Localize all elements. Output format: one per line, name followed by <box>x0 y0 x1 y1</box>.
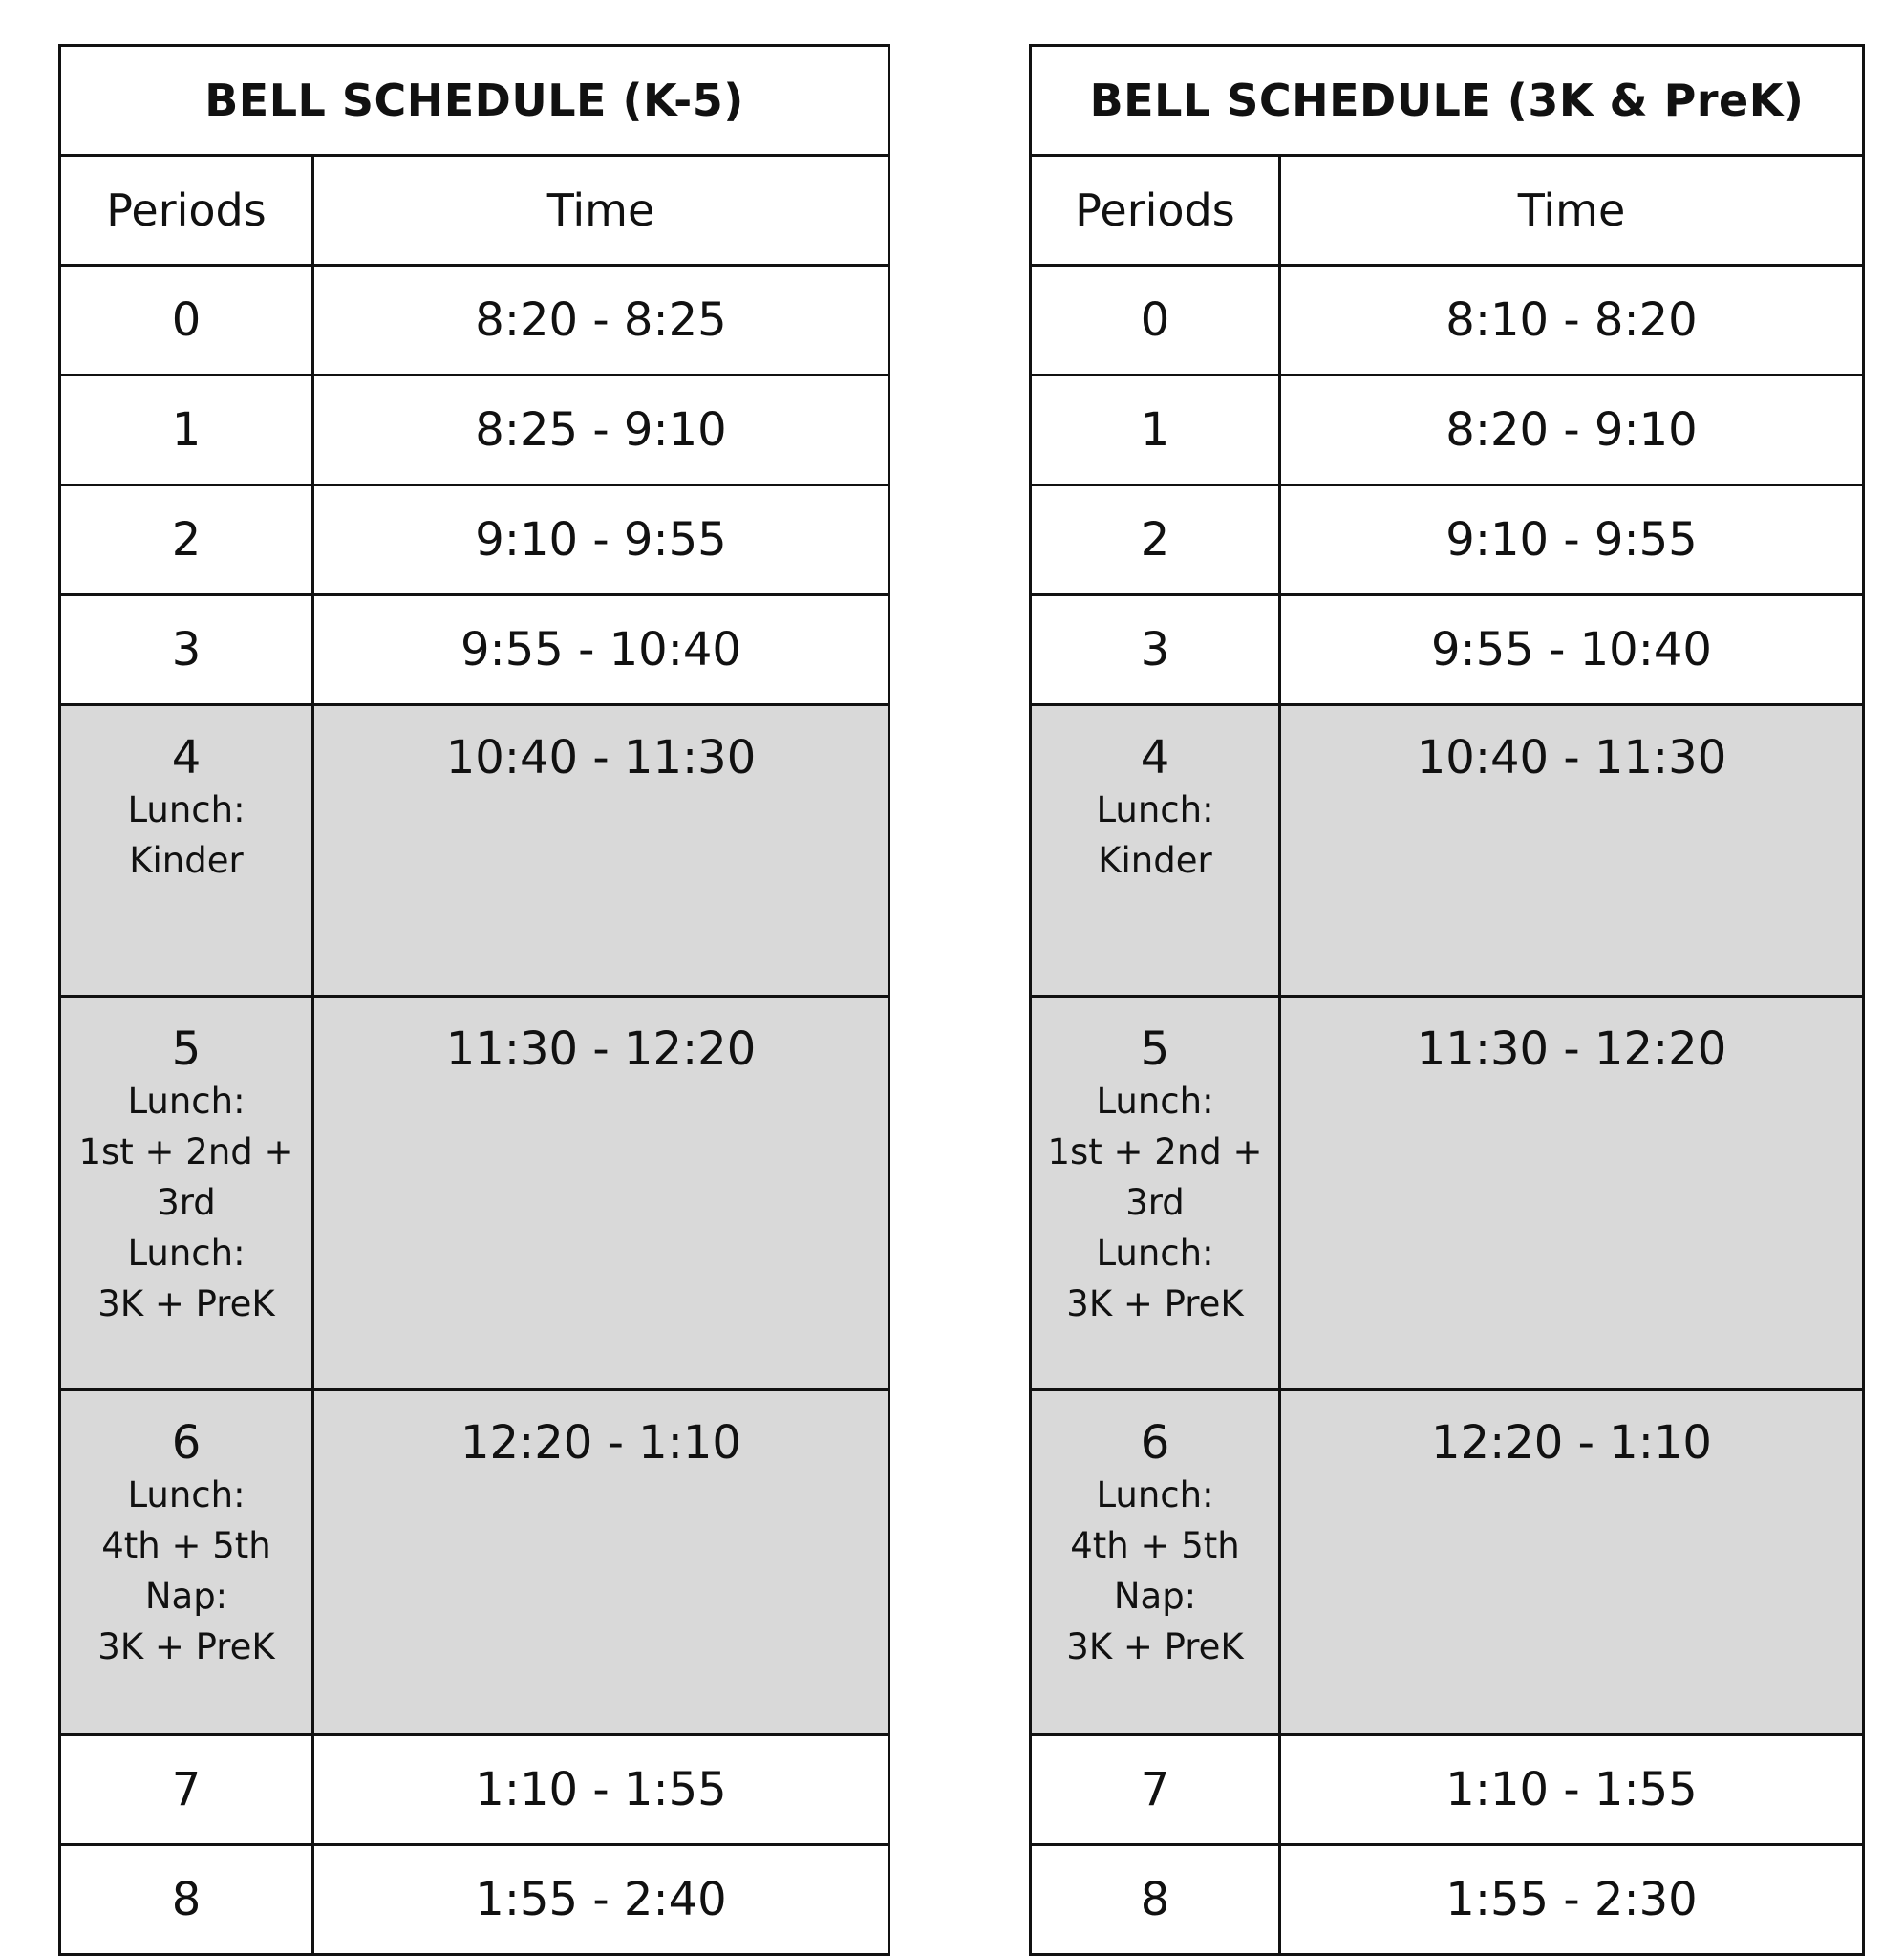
period-cell: 8 <box>1031 1845 1280 1955</box>
period-note: 3rd <box>1125 1182 1185 1223</box>
time-cell <box>1280 266 1864 376</box>
period-number: 6 <box>1140 1416 1170 1470</box>
schedule-body <box>60 266 889 1955</box>
schedule-row-period-4 <box>60 705 889 997</box>
time-cell <box>313 1735 889 1845</box>
period-note: 3rd <box>157 1182 216 1223</box>
time-cell <box>1280 376 1864 485</box>
schedule-row-period-7 <box>60 1735 889 1845</box>
period-cell: 7 <box>1031 1735 1280 1845</box>
schedule-row-period-3 <box>60 595 889 705</box>
time-range: 8:25 - 9:10 <box>475 403 727 457</box>
schedule-row-period-0 <box>60 266 889 376</box>
period-note: Lunch: <box>1096 1233 1214 1274</box>
period-note: Lunch: <box>127 789 246 830</box>
time-range: 9:55 - 10:40 <box>1431 623 1712 677</box>
period-note: Kinder <box>1098 840 1212 881</box>
period-note: Lunch: <box>127 1474 246 1515</box>
bell-schedule-3k-prek-table <box>1029 44 1865 1956</box>
period-note: 4th + 5th <box>1070 1525 1240 1566</box>
time-range: 11:30 - 12:20 <box>445 1022 757 1076</box>
schedule-row-period-5 <box>60 997 889 1390</box>
time-range: 8:20 - 8:25 <box>475 293 727 347</box>
period-number: 5 <box>171 1022 202 1076</box>
time-cell <box>313 997 889 1390</box>
schedule-row-period-3 <box>1031 595 1864 705</box>
time-range: 11:30 - 12:20 <box>1416 1022 1727 1076</box>
time-range: 12:20 - 1:10 <box>460 1416 741 1470</box>
period-note: Lunch: <box>1096 789 1214 830</box>
time-cell <box>313 266 889 376</box>
title-row <box>60 46 889 156</box>
periods-header: Periods <box>1031 156 1280 266</box>
period-note: 3K + PreK <box>1066 1283 1244 1324</box>
schedule-row-period-2 <box>1031 485 1864 595</box>
time-range: 1:55 - 2:30 <box>1445 1873 1698 1926</box>
time-cell <box>313 376 889 485</box>
schedule-row-period-4 <box>1031 705 1864 997</box>
period-cell: 0 <box>60 266 313 376</box>
title-row <box>1031 46 1864 156</box>
period-note: 3K + PreK <box>97 1626 275 1667</box>
period-cell <box>1031 705 1280 997</box>
table-title: BELL SCHEDULE (3K & PreK) <box>1031 46 1864 156</box>
time-cell <box>313 485 889 595</box>
period-cell: 7 <box>60 1735 313 1845</box>
schedule-body <box>1031 266 1864 1955</box>
period-cell: 0 <box>1031 266 1280 376</box>
bell-schedule-k5-table <box>58 44 890 1956</box>
schedule-row-period-7 <box>1031 1735 1864 1845</box>
schedule-row-period-5 <box>1031 997 1864 1390</box>
period-cell <box>60 997 313 1390</box>
time-range: 12:20 - 1:10 <box>1431 1416 1712 1470</box>
period-cell <box>1031 997 1280 1390</box>
period-cell: 8 <box>60 1845 313 1955</box>
period-cell: 2 <box>1031 485 1280 595</box>
schedule-row-period-6 <box>60 1390 889 1735</box>
time-header: Time <box>1280 156 1864 266</box>
time-cell <box>313 1845 889 1955</box>
time-range: 10:40 - 11:30 <box>1416 731 1727 785</box>
time-cell <box>1280 997 1864 1390</box>
period-note: 3K + PreK <box>1066 1626 1244 1667</box>
period-note: Nap: <box>144 1576 228 1617</box>
period-note: 3K + PreK <box>97 1283 275 1324</box>
period-number: 4 <box>171 731 202 785</box>
period-cell <box>1031 1390 1280 1735</box>
period-cell: 3 <box>1031 595 1280 705</box>
period-number: 6 <box>171 1416 202 1470</box>
schedule-row-period-8 <box>60 1845 889 1955</box>
schedule-row-period-0 <box>1031 266 1864 376</box>
period-cell: 3 <box>60 595 313 705</box>
period-note: Lunch: <box>127 1233 246 1274</box>
schedule-row-period-6 <box>1031 1390 1864 1735</box>
header-row <box>60 156 889 266</box>
period-cell: 2 <box>60 485 313 595</box>
period-cell: 1 <box>1031 376 1280 485</box>
time-cell <box>1280 705 1864 997</box>
schedule-row-period-8 <box>1031 1845 1864 1955</box>
time-range: 9:10 - 9:55 <box>475 513 727 567</box>
time-cell <box>1280 485 1864 595</box>
periods-header: Periods <box>60 156 313 266</box>
table-title: BELL SCHEDULE (K-5) <box>60 46 889 156</box>
period-number: 5 <box>1140 1022 1170 1076</box>
time-range: 1:55 - 2:40 <box>475 1873 727 1926</box>
time-cell <box>1280 1845 1864 1955</box>
period-note: 4th + 5th <box>101 1525 271 1566</box>
schedule-row-period-1 <box>60 376 889 485</box>
time-range: 1:10 - 1:55 <box>475 1763 727 1816</box>
period-note: Lunch: <box>1096 1474 1214 1515</box>
time-cell <box>313 1390 889 1735</box>
time-range: 1:10 - 1:55 <box>1445 1763 1698 1816</box>
period-note: 1st + 2nd + <box>78 1131 294 1172</box>
time-range: 8:10 - 8:20 <box>1445 293 1698 347</box>
time-cell <box>1280 1390 1864 1735</box>
schedule-row-period-2 <box>60 485 889 595</box>
period-note: Nap: <box>1113 1576 1197 1617</box>
time-cell <box>1280 1735 1864 1845</box>
time-range: 9:10 - 9:55 <box>1445 513 1698 567</box>
header-row <box>1031 156 1864 266</box>
time-range: 9:55 - 10:40 <box>460 623 741 677</box>
time-header: Time <box>313 156 889 266</box>
period-number: 4 <box>1140 731 1170 785</box>
period-note: 1st + 2nd + <box>1047 1131 1263 1172</box>
period-note: Lunch: <box>127 1081 246 1122</box>
time-range: 10:40 - 11:30 <box>445 731 757 785</box>
period-cell <box>60 1390 313 1735</box>
period-note: Kinder <box>129 840 244 881</box>
time-cell <box>313 595 889 705</box>
period-cell <box>60 705 313 997</box>
schedule-row-period-1 <box>1031 376 1864 485</box>
time-cell <box>1280 595 1864 705</box>
time-cell <box>313 705 889 997</box>
period-note: Lunch: <box>1096 1081 1214 1122</box>
period-cell: 1 <box>60 376 313 485</box>
time-range: 8:20 - 9:10 <box>1445 403 1698 457</box>
